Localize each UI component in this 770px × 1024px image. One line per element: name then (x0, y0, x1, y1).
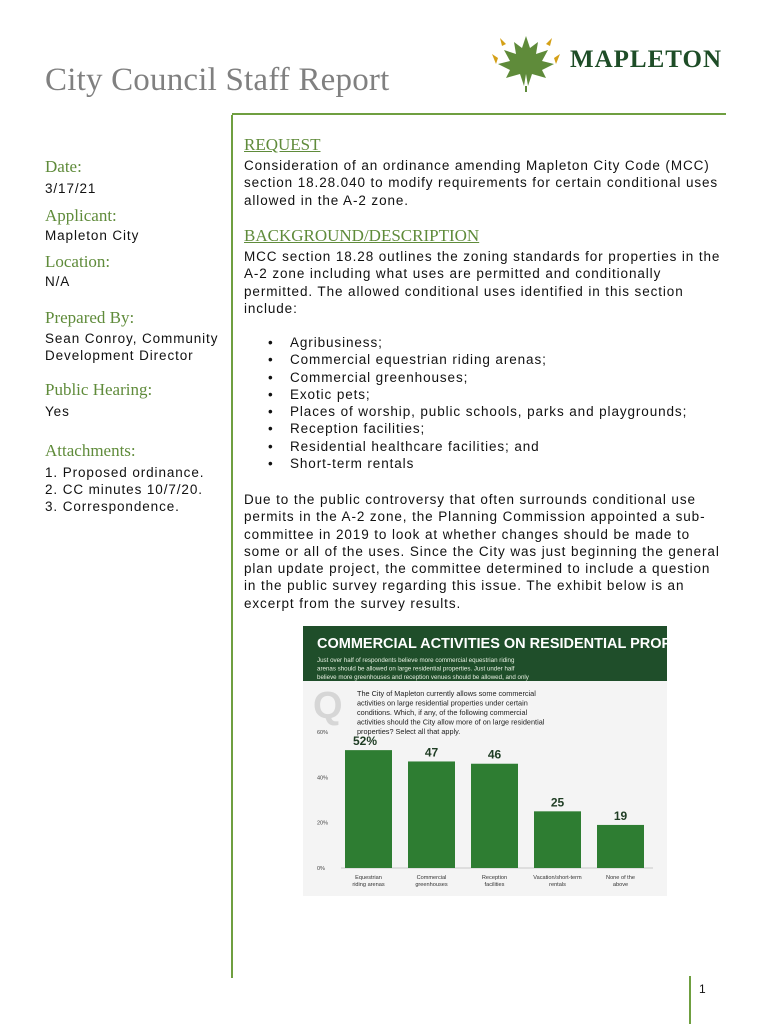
date-label: Date: (45, 157, 82, 176)
page-number: 1 (699, 982, 706, 996)
bullet-glyph: • (268, 352, 274, 368)
attachment-item[interactable]: 3. Correspondence. (45, 499, 180, 514)
background-heading: BACKGROUND/DESCRIPTION (244, 226, 480, 245)
list-item-text: Agribusiness; (290, 335, 383, 350)
bullet-glyph: • (268, 369, 274, 385)
x-tick-label: Reception (481, 875, 508, 881)
list-item-text: Short-term rentals (290, 456, 415, 472)
bar (408, 761, 455, 868)
list-item-text: Places of worship, public schools, parks and playgrounds; (290, 404, 688, 420)
bar (345, 750, 392, 868)
question-text-line: properties? Select all that apply. (357, 727, 461, 736)
bar (471, 764, 518, 868)
bar-value-label: 25 (550, 795, 565, 810)
header-divider (232, 113, 726, 115)
question-mark-glyph: Q (313, 685, 343, 727)
bar (534, 811, 581, 868)
chart-title: COMMERCIAL ACTIVITIES ON RESIDENTIAL PROPERTY (317, 636, 710, 652)
chart-header-band (303, 626, 667, 681)
prepared-by-line: Development Director (45, 348, 194, 363)
list-item-text: Residential healthcare facilities; and (290, 438, 540, 454)
location-label: Location: (45, 252, 111, 271)
applicant-label: Applicant: (45, 206, 117, 225)
y-tick-label: 0% (317, 866, 325, 872)
bullet-glyph: • (268, 386, 274, 402)
bar-value-label: 46 (487, 747, 502, 762)
bar-value-label: 19 (613, 808, 628, 823)
bullet-glyph: • (268, 335, 274, 350)
list-item (268, 420, 687, 437)
mapleton-logo (488, 34, 728, 92)
bullet-glyph: • (268, 456, 274, 472)
prepared-by-label: Prepared By: (45, 308, 135, 327)
question-text-line: activities should the City allow more of on large residential (357, 717, 545, 727)
x-tick-label: above (612, 882, 629, 888)
closing-text: Due to the public controversy that often surrounds conditional use permits in the A-2 zone, the Planning Commission appointed a sub-committee in 2019 to look at whether changes should be made to some or all of the uses. Since the City was just beginning the general plan update project, the committee determined to include a question in the public survey regarding this issue. The exhibit below is an excerpt from the survey results. (244, 492, 720, 611)
list-item (268, 438, 687, 455)
public-hearing-value: Yes (45, 404, 70, 419)
x-tick-label: riding arenas (352, 882, 385, 888)
attachments-label: Attachments: (45, 441, 136, 460)
survey-bar-chart (303, 626, 710, 896)
bullet-glyph: • (268, 404, 274, 420)
background-text: MCC section 18.28 outlines the zoning standards for properties in the A-2 zone including what uses are permitted and conditionally permitted. The allowed conditional uses identified in this section include: (244, 249, 721, 316)
prepared-by-line: Sean Conroy, Community (45, 331, 219, 346)
prepared-by-value (45, 330, 218, 364)
conditional-uses-list (268, 334, 687, 472)
x-tick-label: Vacation/short-term (533, 875, 582, 881)
x-tick-label: greenhouses (415, 882, 448, 888)
chart-subtitle-line: arenas should be allowed on large residential properties. Just under half (317, 665, 515, 673)
x-tick-label: rentals (549, 882, 566, 888)
request-text: Consideration of an ordinance amending Mapleton City Code (MCC) section 18.28.040 to modify requirements for certain conditional uses allowed in the A-2 zone. (244, 158, 719, 208)
chart-subtitle-line: believe more greenhouses and reception venues should be allowed, and only (317, 674, 529, 681)
page-title: City Council Staff Report (45, 62, 390, 98)
chart-subtitle-line: Just over half of respondents believe more commercial equestrian riding (317, 657, 515, 664)
maple-leaf-icon (488, 34, 564, 92)
x-tick-label: Commercial (416, 875, 447, 881)
x-tick-label: Equestrian (355, 875, 382, 881)
list-item (268, 403, 687, 420)
bullet-glyph: • (268, 421, 274, 437)
list-item (268, 351, 687, 368)
y-tick-label: 40% (317, 775, 329, 782)
list-item (268, 369, 687, 386)
list-item-text: Exotic pets; (290, 386, 371, 402)
list-item (268, 455, 687, 472)
location-value: N/A (45, 274, 71, 289)
request-heading: REQUEST (244, 135, 321, 154)
y-tick-label: 60% (317, 730, 329, 736)
question-text-line: activities on large residential properties under certain (357, 698, 528, 708)
footer-divider (689, 976, 691, 1024)
list-item (268, 386, 687, 403)
applicant-value: Mapleton City (45, 228, 140, 243)
bar-value-label: 52% (353, 734, 378, 749)
survey-exhibit (303, 626, 710, 896)
question-text-line: The City of Mapleton currently allows some commercial (357, 689, 536, 698)
bullet-glyph: • (268, 438, 274, 454)
x-tick-label: None of the (606, 875, 635, 881)
bar-value-label: 47 (424, 745, 439, 760)
list-item-text: Commercial greenhouses; (290, 369, 469, 385)
x-tick-label: facilities (484, 882, 505, 888)
date-value: 3/17/21 (45, 181, 97, 196)
list-item-text: Commercial equestrian riding arenas; (290, 352, 547, 368)
question-text-line: conditions. Which, if any, of the following commercial (357, 708, 528, 717)
attachments-list (45, 464, 204, 515)
bar (597, 825, 644, 868)
column-divider (231, 115, 233, 978)
public-hearing-label: Public Hearing: (45, 380, 153, 399)
y-tick-label: 20% (317, 820, 329, 827)
logo-wordmark: MAPLETON (570, 46, 722, 73)
list-item-text: Reception facilities; (290, 421, 426, 437)
list-item (268, 334, 687, 351)
attachment-item[interactable]: 1. Proposed ordinance. (45, 465, 205, 480)
attachment-item[interactable]: 2. CC minutes 10/7/20. (45, 482, 203, 497)
